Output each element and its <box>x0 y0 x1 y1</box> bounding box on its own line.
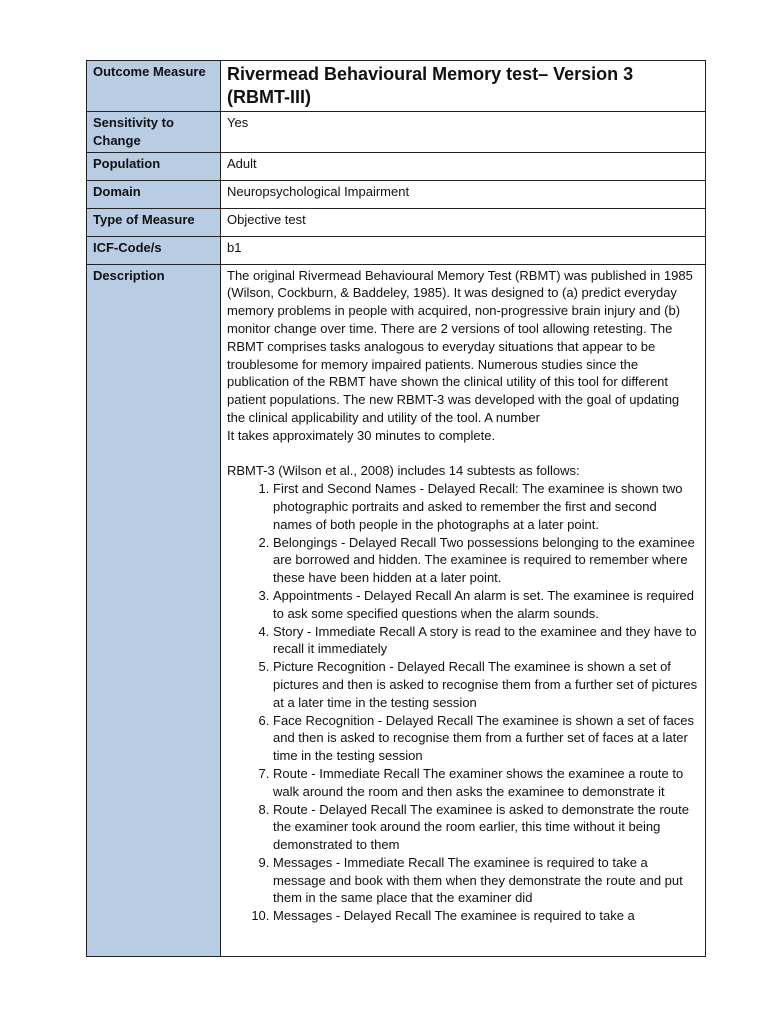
table-row-sensitivity <box>87 112 706 153</box>
list-item: 6. Face Recognition - Delayed Recall The examinee is shown a set of faces and then is asked to recognise them from a further set of faces at a later time in the testing session <box>273 712 699 765</box>
table-row-outcome-measure <box>87 61 706 112</box>
label-icf-code: ICF-Code/s <box>87 236 221 264</box>
sensitivity-value: Yes <box>221 112 706 153</box>
label-population: Population <box>87 152 221 180</box>
subtests-list <box>227 480 699 925</box>
list-item: 5. Picture Recognition - Delayed Recall The examinee is shown a set of pictures and then is asked to recognise them from a further set of pictures at a later time in the testing session <box>273 658 699 711</box>
icf-code-value: b1 <box>221 236 706 264</box>
table-row-population <box>87 152 706 180</box>
list-item: 9. Messages - Immediate Recall The examinee is required to take a message and book with them when they demonstrate the route and put them in the same place that the examiner did <box>273 854 699 907</box>
outcome-measure-table <box>86 60 706 957</box>
label-domain: Domain <box>87 180 221 208</box>
list-item: 4. Story - Immediate Recall A story is read to the examinee and they have to recall it immediately <box>273 623 699 659</box>
table-row-icf-code <box>87 236 706 264</box>
outcome-measure-value <box>221 61 706 112</box>
list-item: 3. Appointments - Delayed Recall An alarm is set. The examinee is required to ask some specified questions when the alarm sounds. <box>273 587 699 623</box>
table-row-domain <box>87 180 706 208</box>
label-description: Description <box>87 264 221 956</box>
list-item: 2. Belongings - Delayed Recall Two possessions belonging to the examinee are borrowed and hidden. The examinee is required to remember where these have been hidden at a later point. <box>273 534 699 587</box>
domain-value: Neuropsychological Impairment <box>221 180 706 208</box>
subtests-intro: RBMT-3 (Wilson et al., 2008) includes 14 subtests as follows: <box>227 463 580 479</box>
list-item: 7. Route - Immediate Recall The examiner shows the examinee a route to walk around the room and then asks the examinee to demonstrate it <box>273 765 699 801</box>
description-paragraph: The original Rivermead Behavioural Memory Test (RBMT) was published in 1985 (Wilson, Cockburn, & Baddeley, 1985). It was designed to (a) predict everyday memory problems in people with acquired, non-progressive brain injury and (b) monitor change over time. There are 2 versions of tool allowing retesting. The RBMT comprises tasks analogous to everyday situations that appear to be troublesome for memory impaired patients. Numerous studies since the publication of the RBMT have shown the clinical utility of this tool for different patient populations. The new RBMT-3 was developed with the goal of updating the clinical applicability and utility of the tool. A number <box>227 267 693 425</box>
label-outcome-measure: Outcome Measure <box>87 61 221 112</box>
label-sensitivity-to-change: Sensitivity to Change <box>87 112 221 153</box>
description-cell <box>221 264 706 956</box>
table-row-description <box>87 264 706 956</box>
list-item: 1. First and Second Names - Delayed Recall: The examinee is shown two photographic portraits and asked to remember the first and second names of both people in the photographs at a later point. <box>273 480 699 533</box>
table-row-type-of-measure <box>87 208 706 236</box>
measure-title: Rivermead Behavioural Memory test– Version 3 (RBMT-III) <box>227 64 634 107</box>
duration-text: It takes approximately 30 minutes to complete. <box>227 427 496 443</box>
list-item: 8. Route - Delayed Recall The examinee is asked to demonstrate the route the examiner took around the room earlier, this time without it being demonstrated to them <box>273 801 699 854</box>
population-value: Adult <box>221 152 706 180</box>
label-type-of-measure: Type of Measure <box>87 208 221 236</box>
list-item: 10. Messages - Delayed Recall The examinee is required to take a <box>273 907 699 925</box>
paragraph-spacer <box>227 445 699 463</box>
type-of-measure-value: Objective test <box>221 208 706 236</box>
